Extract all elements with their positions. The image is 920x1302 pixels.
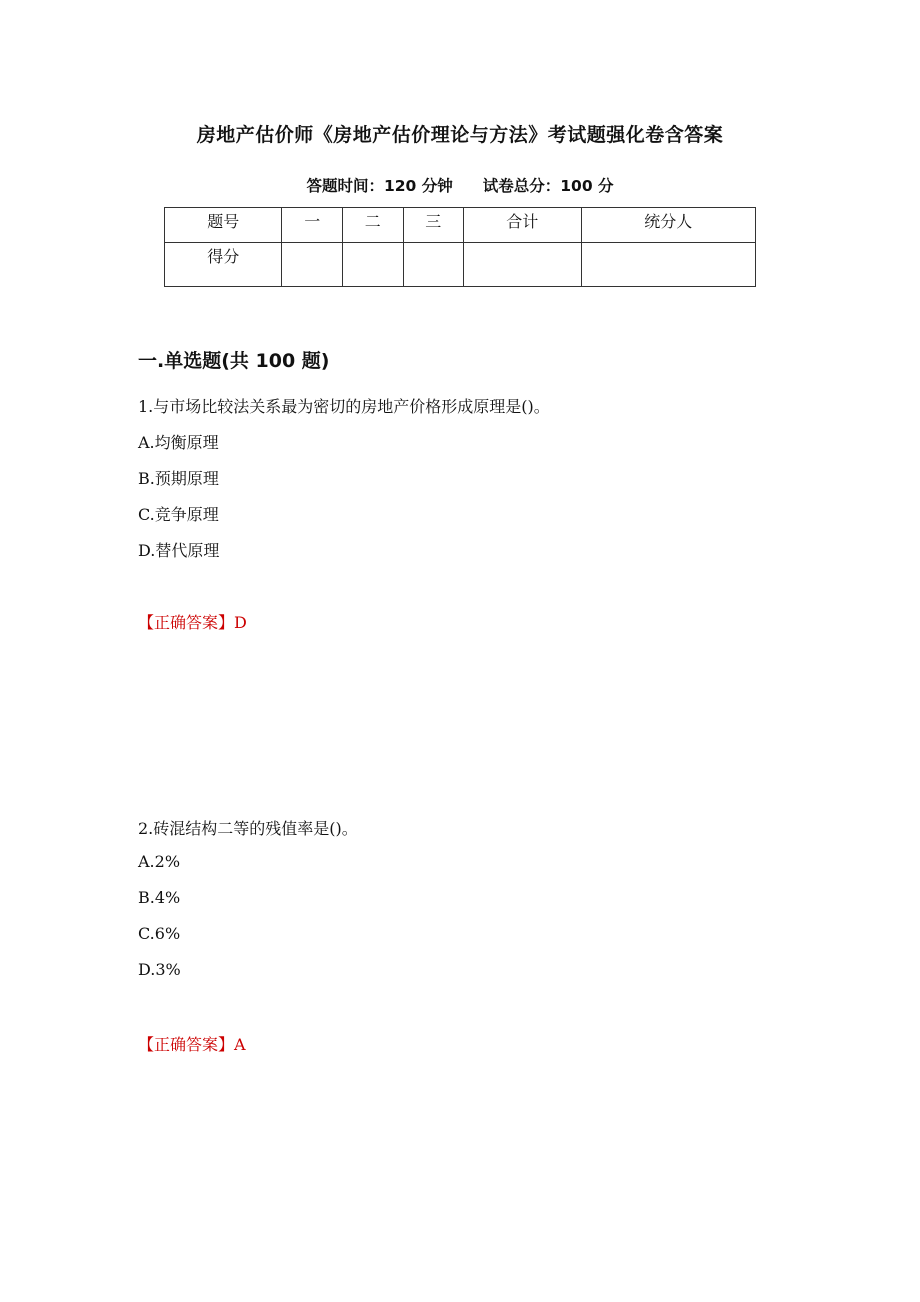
question-option: A.2% xyxy=(138,852,181,871)
exam-total-score: 试卷总分：100 分 xyxy=(482,177,614,195)
score-table-score-row xyxy=(165,243,756,287)
question-option: D.替代原理 xyxy=(138,541,220,560)
score-row-label: 得分 xyxy=(165,243,282,287)
score-header-cell: 三 xyxy=(403,208,464,243)
score-header-cell: 合计 xyxy=(464,208,581,243)
correct-answer: 【正确答案】A xyxy=(138,1035,246,1054)
section-title: 一.单选题(共 100 题) xyxy=(138,350,330,372)
question-stem: 1.与市场比较法关系最为密切的房地产价格形成原理是()。 xyxy=(138,397,550,416)
question-option: C.6% xyxy=(138,924,181,943)
question-stem: 2.砖混结构二等的残值率是()。 xyxy=(138,819,358,838)
question-option: A.均衡原理 xyxy=(138,433,219,452)
score-cell-empty xyxy=(282,243,343,287)
score-cell-empty xyxy=(343,243,404,287)
score-cell-empty xyxy=(403,243,464,287)
question-option: B.预期原理 xyxy=(138,469,219,488)
score-cell-empty xyxy=(581,243,755,287)
document-title: 房地产估价师《房地产估价理论与方法》考试题强化卷含答案 xyxy=(196,124,724,146)
exam-time: 答题时间：120 分钟 xyxy=(306,177,453,195)
question-option: D.3% xyxy=(138,960,181,979)
score-header-cell: 统分人 xyxy=(581,208,755,243)
score-table-header-row xyxy=(165,208,756,243)
score-cell-empty xyxy=(464,243,581,287)
question-option: C.竞争原理 xyxy=(138,505,219,524)
score-table xyxy=(164,207,756,287)
score-header-cell: 二 xyxy=(343,208,404,243)
exam-meta xyxy=(0,174,920,196)
question-option: B.4% xyxy=(138,888,181,907)
correct-answer: 【正确答案】D xyxy=(138,613,247,632)
score-header-cell: 一 xyxy=(282,208,343,243)
score-header-cell: 题号 xyxy=(165,208,282,243)
